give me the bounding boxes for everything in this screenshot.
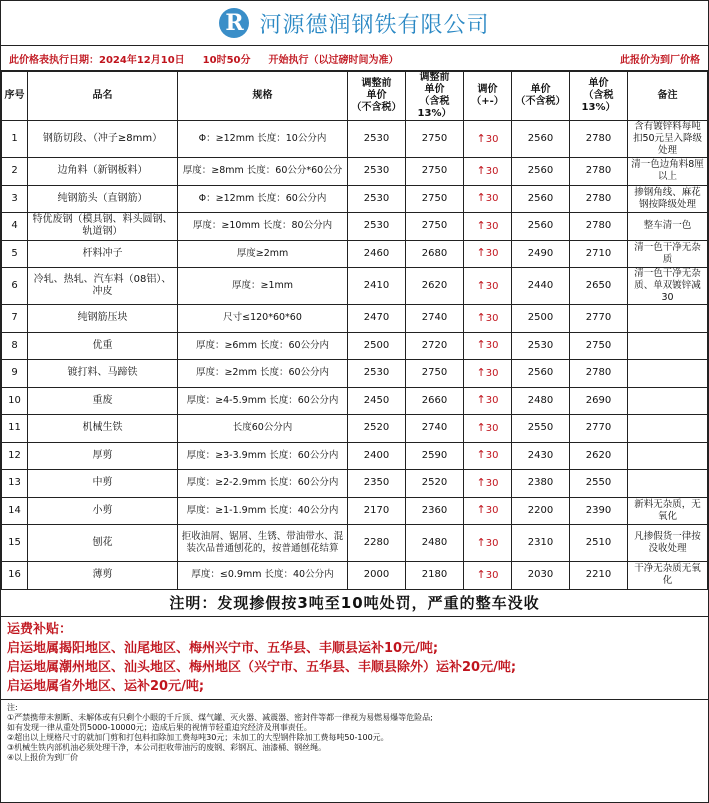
- adjustment-value: 30: [485, 367, 499, 379]
- product-name: 刨花: [28, 525, 178, 562]
- company-logo: R: [219, 8, 249, 38]
- remark-line: 如有发现一律从重处罚5000-10000元；造成后果的视情节轻重追究经济及刑事责任。: [7, 722, 312, 732]
- price-inc-tax: 2750: [570, 332, 628, 360]
- remark-cell: 凡掺假货一律按没收处理: [628, 525, 708, 562]
- price-ex-tax: 2380: [512, 470, 570, 498]
- product-name: 纯钢筋压块: [28, 305, 178, 333]
- price-inc-tax: 2510: [570, 525, 628, 562]
- table-row: [2, 332, 708, 360]
- freight-subsidy: [1, 617, 708, 700]
- adjustment-value: 30: [485, 312, 499, 324]
- product-spec: 厚度：≥3-3.9mm 长度：60公分内: [178, 442, 348, 470]
- price-before-ex-tax: 2170: [348, 497, 406, 525]
- freight-line: 启运地属潮州地区、汕头地区、梅州地区（兴宁市、五华县、丰顺县除外）运补20元/吨;: [7, 659, 517, 675]
- price-ex-tax: 2560: [512, 158, 570, 186]
- up-arrow-icon: ↑: [476, 420, 486, 434]
- price-before-ex-tax: 2450: [348, 387, 406, 415]
- table-row: [2, 305, 708, 333]
- remark-cell: [628, 332, 708, 360]
- product-spec: Φ：≥12mm 长度：10公分内: [178, 121, 348, 158]
- price-inc-tax: 2780: [570, 213, 628, 241]
- adjustment-value: 30: [485, 569, 499, 581]
- price-adjustment: [464, 213, 512, 241]
- price-adjustment: [464, 332, 512, 360]
- adjustment-value: 30: [485, 395, 499, 407]
- row-number: 15: [2, 525, 28, 562]
- price-adjustment: [464, 121, 512, 158]
- up-arrow-icon: ↑: [476, 535, 486, 549]
- price-before-inc-tax: 2750: [406, 121, 464, 158]
- price-before-ex-tax: 2350: [348, 470, 406, 498]
- table-row: [2, 240, 708, 268]
- product-name: 杆料冲子: [28, 240, 178, 268]
- up-arrow-icon: ↑: [476, 278, 486, 292]
- table-row: [2, 213, 708, 241]
- price-ex-tax: 2430: [512, 442, 570, 470]
- price-note: 此报价为到厂价格: [620, 54, 700, 66]
- product-spec: 厚度：≥1mm: [178, 268, 348, 305]
- price-before-inc-tax: 2720: [406, 332, 464, 360]
- product-spec: 厚度：≤0.9mm 长度：40公分内: [178, 562, 348, 590]
- row-number: 3: [2, 185, 28, 213]
- price-ex-tax: 2560: [512, 185, 570, 213]
- remark-cell: 清一色边角料8厘以上: [628, 158, 708, 186]
- price-table: [1, 71, 708, 590]
- column-header: 调整前 单价 （不含税）: [348, 72, 406, 121]
- price-before-ex-tax: 2530: [348, 360, 406, 388]
- price-before-inc-tax: 2680: [406, 240, 464, 268]
- header: [1, 1, 708, 45]
- price-ex-tax: 2560: [512, 360, 570, 388]
- price-adjustment: [464, 185, 512, 213]
- row-number: 8: [2, 332, 28, 360]
- freight-line: 启运地属省外地区、运补20元/吨;: [7, 678, 205, 694]
- price-before-ex-tax: 2520: [348, 415, 406, 443]
- price-adjustment: [464, 240, 512, 268]
- table-row: [2, 158, 708, 186]
- price-ex-tax: 2480: [512, 387, 570, 415]
- price-inc-tax: 2710: [570, 240, 628, 268]
- price-adjustment: [464, 415, 512, 443]
- column-header: 单价 （含税13%）: [570, 72, 628, 121]
- price-before-ex-tax: 2280: [348, 525, 406, 562]
- adjustment-value: 30: [485, 340, 499, 352]
- remarks: [1, 700, 708, 766]
- product-spec: 厚度：≥6mm 长度：60公分内: [178, 332, 348, 360]
- price-ex-tax: 2200: [512, 497, 570, 525]
- column-header: 序号: [2, 72, 28, 121]
- adjustment-value: 30: [485, 220, 499, 232]
- remark-cell: [628, 470, 708, 498]
- product-spec: 厚度≥2mm: [178, 240, 348, 268]
- remark-cell: 干净无杂质无氧化: [628, 562, 708, 590]
- price-inc-tax: 2690: [570, 387, 628, 415]
- product-name: 纯钢筋头（直钢筋）: [28, 185, 178, 213]
- column-header: 品名: [28, 72, 178, 121]
- price-before-inc-tax: 2740: [406, 305, 464, 333]
- table-row: [2, 185, 708, 213]
- up-arrow-icon: ↑: [476, 365, 486, 379]
- table-row: [2, 268, 708, 305]
- up-arrow-icon: ↑: [476, 218, 486, 232]
- column-header: 规格: [178, 72, 348, 121]
- row-number: 2: [2, 158, 28, 186]
- freight-line: 启运地属揭阳地区、汕尾地区、梅州兴宁市、五华县、丰顺县运补10元/吨;: [7, 640, 439, 656]
- price-before-inc-tax: 2750: [406, 185, 464, 213]
- product-spec: Φ：≥12mm 长度：60公分内: [178, 185, 348, 213]
- product-spec: 厚度：≥1-1.9mm 长度：40公分内: [178, 497, 348, 525]
- price-adjustment: [464, 497, 512, 525]
- up-arrow-icon: ↑: [476, 191, 486, 205]
- table-row: [2, 415, 708, 443]
- notice-bar: [1, 45, 708, 71]
- up-arrow-icon: ↑: [476, 503, 486, 517]
- row-number: 6: [2, 268, 28, 305]
- effective-time: 10时50分: [202, 54, 251, 66]
- product-name: 优重: [28, 332, 178, 360]
- price-ex-tax: 2490: [512, 240, 570, 268]
- row-number: 10: [2, 387, 28, 415]
- price-ex-tax: 2440: [512, 268, 570, 305]
- adjustment-value: 30: [485, 193, 499, 205]
- freight-title: 运费补贴：: [7, 621, 73, 637]
- price-before-ex-tax: 2530: [348, 213, 406, 241]
- product-name: 特优废钢（模具钢、料头圆钢、轨道钢）: [28, 213, 178, 241]
- remark-cell: [628, 387, 708, 415]
- price-adjustment: [464, 470, 512, 498]
- price-adjustment: [464, 360, 512, 388]
- table-row: [2, 470, 708, 498]
- price-ex-tax: 2530: [512, 332, 570, 360]
- price-ex-tax: 2310: [512, 525, 570, 562]
- product-spec: 拒收油屑、锯屑、生锈、带油带水、混装次品普通刨花的，按普通刨花结算: [178, 525, 348, 562]
- column-header: 调价 （+-）: [464, 72, 512, 121]
- up-arrow-icon: ↑: [476, 131, 486, 145]
- price-before-ex-tax: 2400: [348, 442, 406, 470]
- price-inc-tax: 2780: [570, 121, 628, 158]
- table-row: [2, 442, 708, 470]
- price-adjustment: [464, 387, 512, 415]
- price-before-inc-tax: 2480: [406, 525, 464, 562]
- price-adjustment: [464, 268, 512, 305]
- product-name: 小剪: [28, 497, 178, 525]
- price-before-ex-tax: 2530: [348, 185, 406, 213]
- price-before-ex-tax: 2530: [348, 158, 406, 186]
- price-ex-tax: 2500: [512, 305, 570, 333]
- remark-cell: [628, 360, 708, 388]
- up-arrow-icon: ↑: [476, 567, 486, 581]
- company-name: 河源德润钢铁有限公司: [259, 12, 490, 38]
- up-arrow-icon: ↑: [476, 448, 486, 462]
- price-before-inc-tax: 2180: [406, 562, 464, 590]
- row-number: 13: [2, 470, 28, 498]
- row-number: 5: [2, 240, 28, 268]
- price-adjustment: [464, 525, 512, 562]
- product-spec: 厚度：≥2mm 长度：60公分内: [178, 360, 348, 388]
- adjustment-value: 30: [485, 505, 499, 517]
- product-name: 重废: [28, 387, 178, 415]
- price-adjustment: [464, 305, 512, 333]
- column-header: 单价 （不含税）: [512, 72, 570, 121]
- row-number: 1: [2, 121, 28, 158]
- penalty-warning: 注明：发现掺假按3吨至10吨处罚，严重的整车没收: [1, 590, 708, 617]
- table-row: [2, 562, 708, 590]
- up-arrow-icon: ↑: [476, 338, 486, 352]
- row-number: 14: [2, 497, 28, 525]
- remark-line: ①严禁携带未割断、未解体或有只剩个小眼的千斤顶、煤气罐、灭火器、减震器、密封件等都一律视为易燃易爆等危险品;: [7, 712, 433, 722]
- price-inc-tax: 2210: [570, 562, 628, 590]
- remark-cell: [628, 415, 708, 443]
- remark-line: ④以上报价为到厂价: [7, 752, 79, 762]
- price-inc-tax: 2390: [570, 497, 628, 525]
- price-before-inc-tax: 2750: [406, 158, 464, 186]
- product-name: 冷轧、热轧、汽车料（08铝）、冲皮: [28, 268, 178, 305]
- product-spec: 厚度：≥4-5.9mm 长度：60公分内: [178, 387, 348, 415]
- product-name: 中剪: [28, 470, 178, 498]
- table-header-row: [2, 72, 708, 121]
- remark-cell: 清一色干净无杂质、单双镀锌减30: [628, 268, 708, 305]
- price-before-inc-tax: 2740: [406, 415, 464, 443]
- column-header: 备注: [628, 72, 708, 121]
- remark-cell: 新料无杂质，无氧化: [628, 497, 708, 525]
- remark-line: ③机械生铁内部机油必须处理干净，本公司拒收带油污的废钢、彩钢瓦、油漆桶、钢丝绳。: [7, 742, 327, 752]
- price-before-inc-tax: 2520: [406, 470, 464, 498]
- table-row: [2, 360, 708, 388]
- product-name: 镀打料、马蹄铁: [28, 360, 178, 388]
- price-before-inc-tax: 2660: [406, 387, 464, 415]
- price-before-ex-tax: 2000: [348, 562, 406, 590]
- adjustment-value: 30: [485, 537, 499, 549]
- column-header: 调整前 单价 （含税13%）: [406, 72, 464, 121]
- up-arrow-icon: ↑: [476, 246, 486, 260]
- remarks-title: 注:: [7, 702, 18, 712]
- product-spec: 长度60公分内: [178, 415, 348, 443]
- price-adjustment: [464, 158, 512, 186]
- price-inc-tax: 2550: [570, 470, 628, 498]
- price-ex-tax: 2560: [512, 121, 570, 158]
- product-spec: 厚度：≥10mm 长度：80公分内: [178, 213, 348, 241]
- table-row: [2, 525, 708, 562]
- price-inc-tax: 2780: [570, 158, 628, 186]
- price-before-ex-tax: 2470: [348, 305, 406, 333]
- price-before-ex-tax: 2500: [348, 332, 406, 360]
- price-adjustment: [464, 442, 512, 470]
- price-before-ex-tax: 2530: [348, 121, 406, 158]
- remark-cell: 掺钢角线、麻花钢按降级处理: [628, 185, 708, 213]
- adjustment-value: 30: [485, 450, 499, 462]
- price-before-inc-tax: 2750: [406, 360, 464, 388]
- price-before-ex-tax: 2460: [348, 240, 406, 268]
- row-number: 4: [2, 213, 28, 241]
- product-name: 钢筋切段、（冲子≥8mm）: [28, 121, 178, 158]
- adjustment-value: 30: [485, 280, 499, 292]
- product-spec: 尺寸≤120*60*60: [178, 305, 348, 333]
- product-spec: 厚度：≥2-2.9mm 长度：60公分内: [178, 470, 348, 498]
- product-spec: 厚度：≥8mm 长度：60公分*60公分: [178, 158, 348, 186]
- price-inc-tax: 2780: [570, 360, 628, 388]
- price-before-inc-tax: 2750: [406, 213, 464, 241]
- adjustment-value: 30: [485, 477, 499, 489]
- price-ex-tax: 2560: [512, 213, 570, 241]
- up-arrow-icon: ↑: [476, 393, 486, 407]
- price-inc-tax: 2770: [570, 305, 628, 333]
- effective-start: 开始执行（以过磅时间为准）: [268, 54, 399, 66]
- price-inc-tax: 2620: [570, 442, 628, 470]
- adjustment-value: 30: [485, 165, 499, 177]
- price-inc-tax: 2780: [570, 185, 628, 213]
- up-arrow-icon: ↑: [476, 310, 486, 324]
- up-arrow-icon: ↑: [476, 475, 486, 489]
- remark-cell: 含有镀锌料每吨扣50元呈入降级处理: [628, 121, 708, 158]
- product-name: 边角料（新钢板料）: [28, 158, 178, 186]
- product-name: 机械生铁: [28, 415, 178, 443]
- row-number: 7: [2, 305, 28, 333]
- remark-line: ②超出以上规格尺寸的就加门剪和打包料扣除加工费每吨30元；未加工的大型钢件除加工费每吨50-100元。: [7, 732, 389, 742]
- price-before-ex-tax: 2410: [348, 268, 406, 305]
- row-number: 16: [2, 562, 28, 590]
- remark-cell: 清一色干净无杂质: [628, 240, 708, 268]
- price-before-inc-tax: 2620: [406, 268, 464, 305]
- price-inc-tax: 2770: [570, 415, 628, 443]
- adjustment-value: 30: [485, 133, 499, 145]
- up-arrow-icon: ↑: [476, 163, 486, 177]
- remark-cell: [628, 305, 708, 333]
- price-inc-tax: 2650: [570, 268, 628, 305]
- table-row: [2, 387, 708, 415]
- effective-date: 此价格表执行日期：2024年12月10日: [9, 54, 185, 66]
- price-ex-tax: 2550: [512, 415, 570, 443]
- row-number: 12: [2, 442, 28, 470]
- product-name: 薄剪: [28, 562, 178, 590]
- price-ex-tax: 2030: [512, 562, 570, 590]
- row-number: 9: [2, 360, 28, 388]
- row-number: 11: [2, 415, 28, 443]
- product-name: 厚剪: [28, 442, 178, 470]
- adjustment-value: 30: [485, 422, 499, 434]
- adjustment-value: 30: [485, 248, 499, 260]
- table-row: [2, 121, 708, 158]
- remark-cell: [628, 442, 708, 470]
- remark-cell: 整车清一色: [628, 213, 708, 241]
- price-adjustment: [464, 562, 512, 590]
- table-row: [2, 497, 708, 525]
- price-before-inc-tax: 2360: [406, 497, 464, 525]
- price-before-inc-tax: 2590: [406, 442, 464, 470]
